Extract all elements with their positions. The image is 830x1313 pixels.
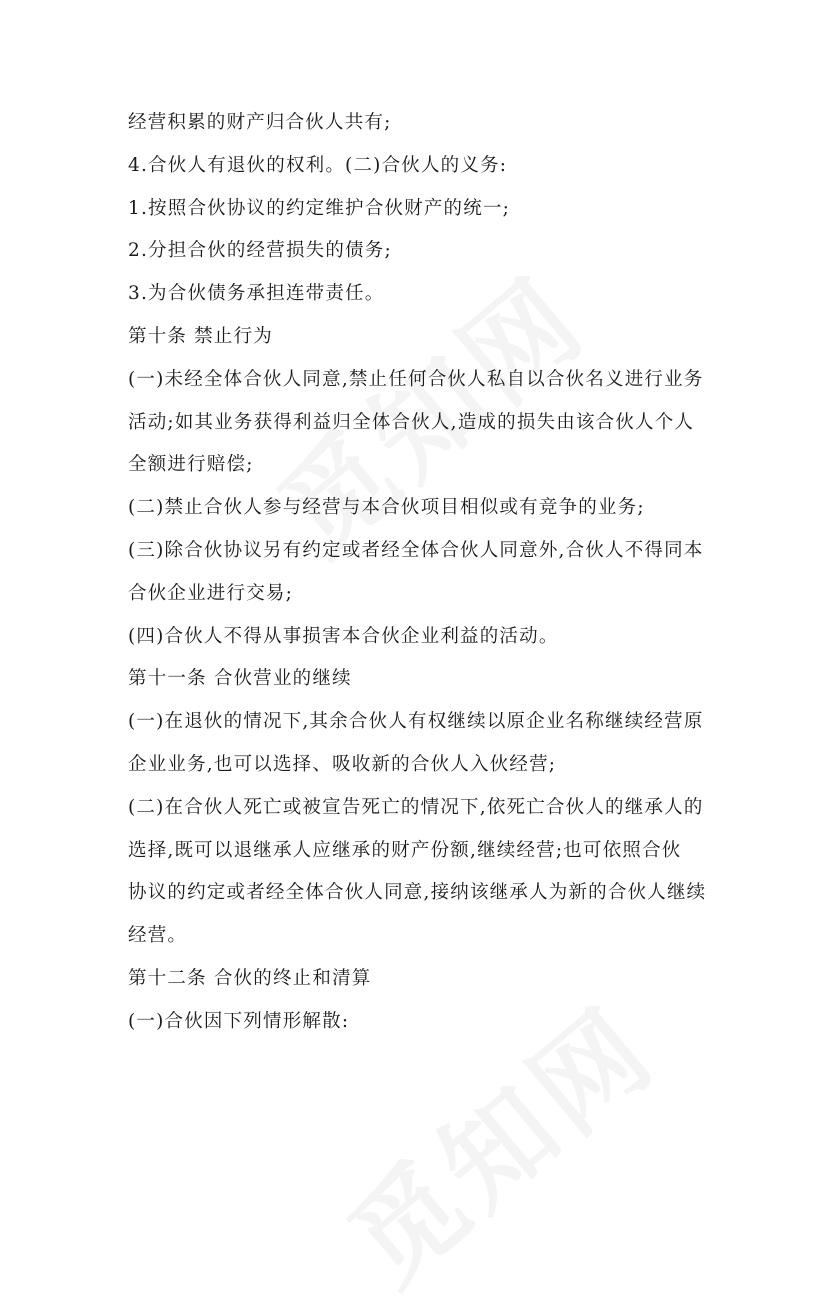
document-body xyxy=(128,102,708,1044)
paragraph-line: 活动;如其业务获得利益归全体合伙人,造成的损失由该合伙人个人 xyxy=(128,411,695,433)
paragraph-line: (一)合伙因下列情形解散: xyxy=(128,1010,350,1032)
paragraph-line: (二)禁止合伙人参与经营与本合伙项目相似或有竞争的业务; xyxy=(128,497,645,519)
paragraph-line: 3.为合伙债务承担连带责任。 xyxy=(128,283,385,305)
paragraph-line: 经营积累的财产归合伙人共有; xyxy=(128,112,392,133)
paragraph-line: (四)合伙人不得从事损害本合伙企业利益的活动。 xyxy=(128,625,559,647)
paragraph-line: 选择,既可以退继承人应继承的财产份额,继续经营;也可依照合伙 xyxy=(128,839,682,861)
paragraph-line: (一)在退伙的情况下,其余合伙人有权继续以原企业名称继续经营原 xyxy=(128,711,704,733)
paragraph-line: 4.合伙人有退伙的权利。(二)合伙人的义务: xyxy=(128,154,508,176)
section-heading: 第十条 禁止行为 xyxy=(128,325,273,347)
paragraph-line: 2.分担合伙的经营损失的债务; xyxy=(128,240,392,262)
section-heading: 第十一条 合伙营业的继续 xyxy=(128,668,352,690)
paragraph-line: (一)未经全体合伙人同意,禁止任何合伙人私自以合伙名义进行业务 xyxy=(128,368,704,390)
paragraph-line: 协议的约定或者经全体合伙人同意,接纳该继承人为新的合伙人继续 xyxy=(128,882,707,904)
paragraph-line: (三)除合伙协议另有约定或者经全体合伙人同意外,合伙人不得同本 xyxy=(128,539,704,561)
paragraph-line: 经营。 xyxy=(128,925,188,947)
paragraph-line: 企业业务,也可以选择、吸收新的合伙人入伙经营; xyxy=(128,753,557,775)
section-heading: 第十二条 合伙的终止和清算 xyxy=(128,967,372,989)
paragraph-line: 全额进行赔偿; xyxy=(128,454,254,476)
paragraph-line: (二)在合伙人死亡或被宣告死亡的情况下,依死亡合伙人的继承人的 xyxy=(128,796,704,818)
paragraph-line: 合伙企业进行交易; xyxy=(128,582,294,604)
paragraph-line: 1.按照合伙协议的约定维护合伙财产的统一; xyxy=(128,197,511,219)
